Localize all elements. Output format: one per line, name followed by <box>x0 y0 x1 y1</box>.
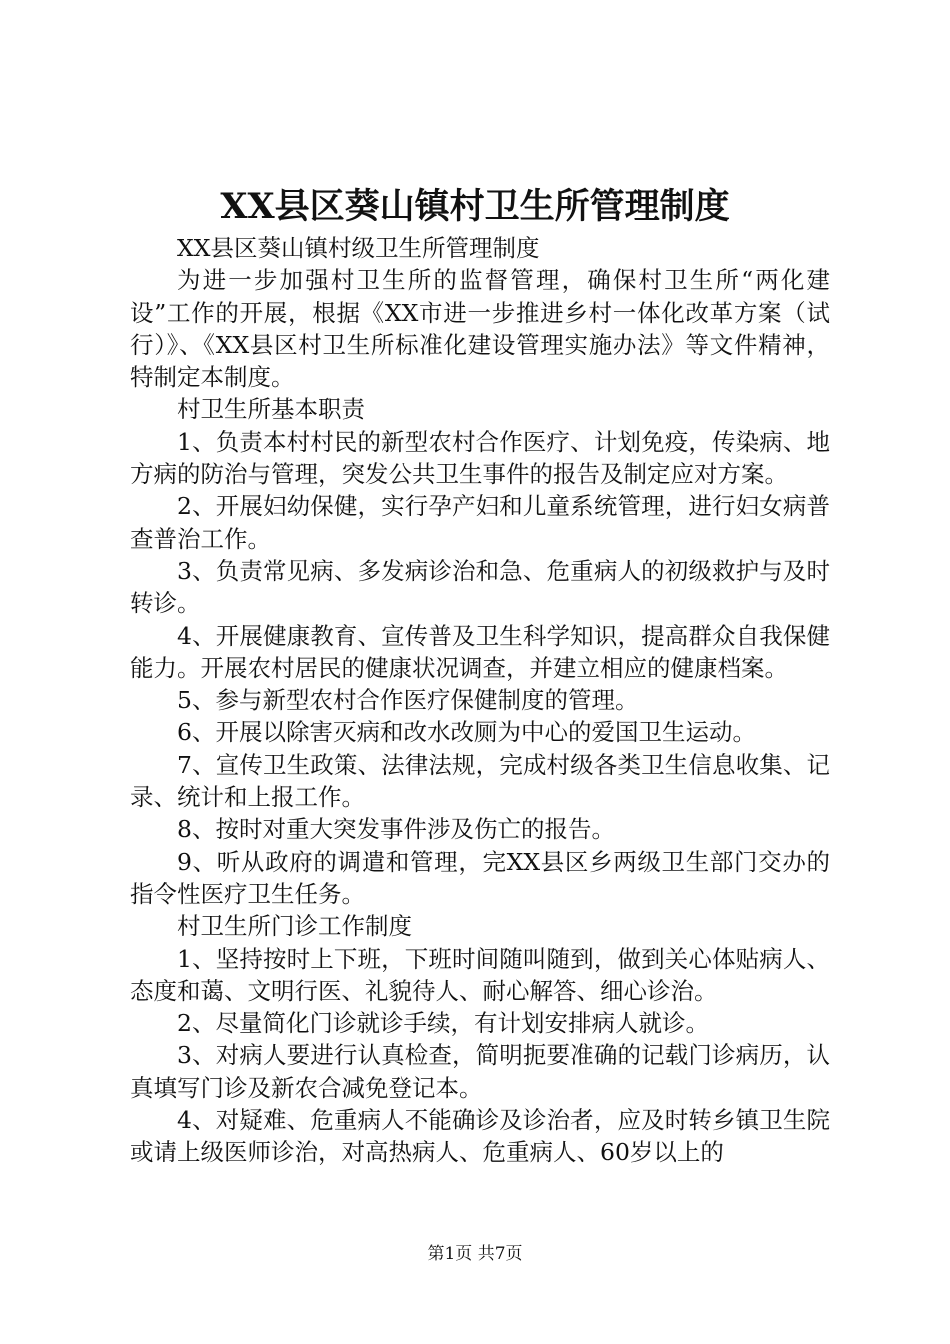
paragraph: 3、负责常见病、多发病诊治和急、危重病人的初级救护与及时转诊。 <box>130 556 830 618</box>
paragraph: 3、对病人要进行认真检查，简明扼要准确的记载门诊病历，认真填写门诊及新农合减免登记本。 <box>130 1041 830 1102</box>
paragraph: 4、对疑难、危重病人不能确诊及诊治者，应及时转乡镇卫生院或请上级医师诊治，对高热病人、危重病人、60岁以上的 <box>130 1106 830 1167</box>
paragraph: 1、坚持按时上下班，下班时间随叫随到，做到关心体贴病人、态度和蔼、文明行医、礼貌待人、耐心解答、细心诊治。 <box>130 944 830 1005</box>
paragraph: 为进一步加强村卫生所的监督管理，确保村卫生所“两化建设”工作的开展，根据《XX市进一步推进乡村一体化改革方案（试行）》、《XX县区村卫生所标准化建设管理实施办法》等文件精神，特制定本制度。 <box>130 266 830 392</box>
paragraph: XX县区葵山镇村级卫生所管理制度 <box>177 234 540 262</box>
section-heading: 村卫生所基本职责 <box>177 395 365 424</box>
paragraph: 4、开展健康教育、宣传普及卫生科学知识，提高群众自我保健能力。开展农村居民的健康状况调查，并建立相应的健康档案。 <box>130 621 830 682</box>
section-heading: 村卫生所门诊工作制度 <box>177 912 412 941</box>
paragraph: 8、按时对重大突发事件涉及伤亡的报告。 <box>177 815 615 844</box>
paragraph: 2、尽量简化门诊就诊手续，有计划安排病人就诊。 <box>177 1009 709 1038</box>
paragraph: 9、听从政府的调遣和管理，完XX县区乡两级卫生部门交办的指令性医疗卫生任务。 <box>130 847 830 908</box>
paragraph: 2、开展妇幼保健，实行孕产妇和儿童系统管理，进行妇女病普查普治工作。 <box>130 492 830 553</box>
page-footer: 第1页 共7页 <box>427 1244 523 1264</box>
paragraph: 6、开展以除害灭病和改水改厕为中心的爱国卫生运动。 <box>177 718 756 747</box>
document-title: XX县区葵山镇村卫生所管理制度 <box>220 186 730 227</box>
document-body <box>130 232 830 1169</box>
paragraph: 5、参与新型农村合作医疗保健制度的管理。 <box>177 686 639 715</box>
paragraph: 1、负责本村村民的新型农村合作医疗、计划免疫，传染病、地方病的防治与管理，突发公共卫生事件的报告及制定应对方案。 <box>130 427 830 489</box>
paragraph: 7、宣传卫生政策、法律法规，完成村级各类卫生信息收集、记录、统计和上报工作。 <box>130 750 830 812</box>
